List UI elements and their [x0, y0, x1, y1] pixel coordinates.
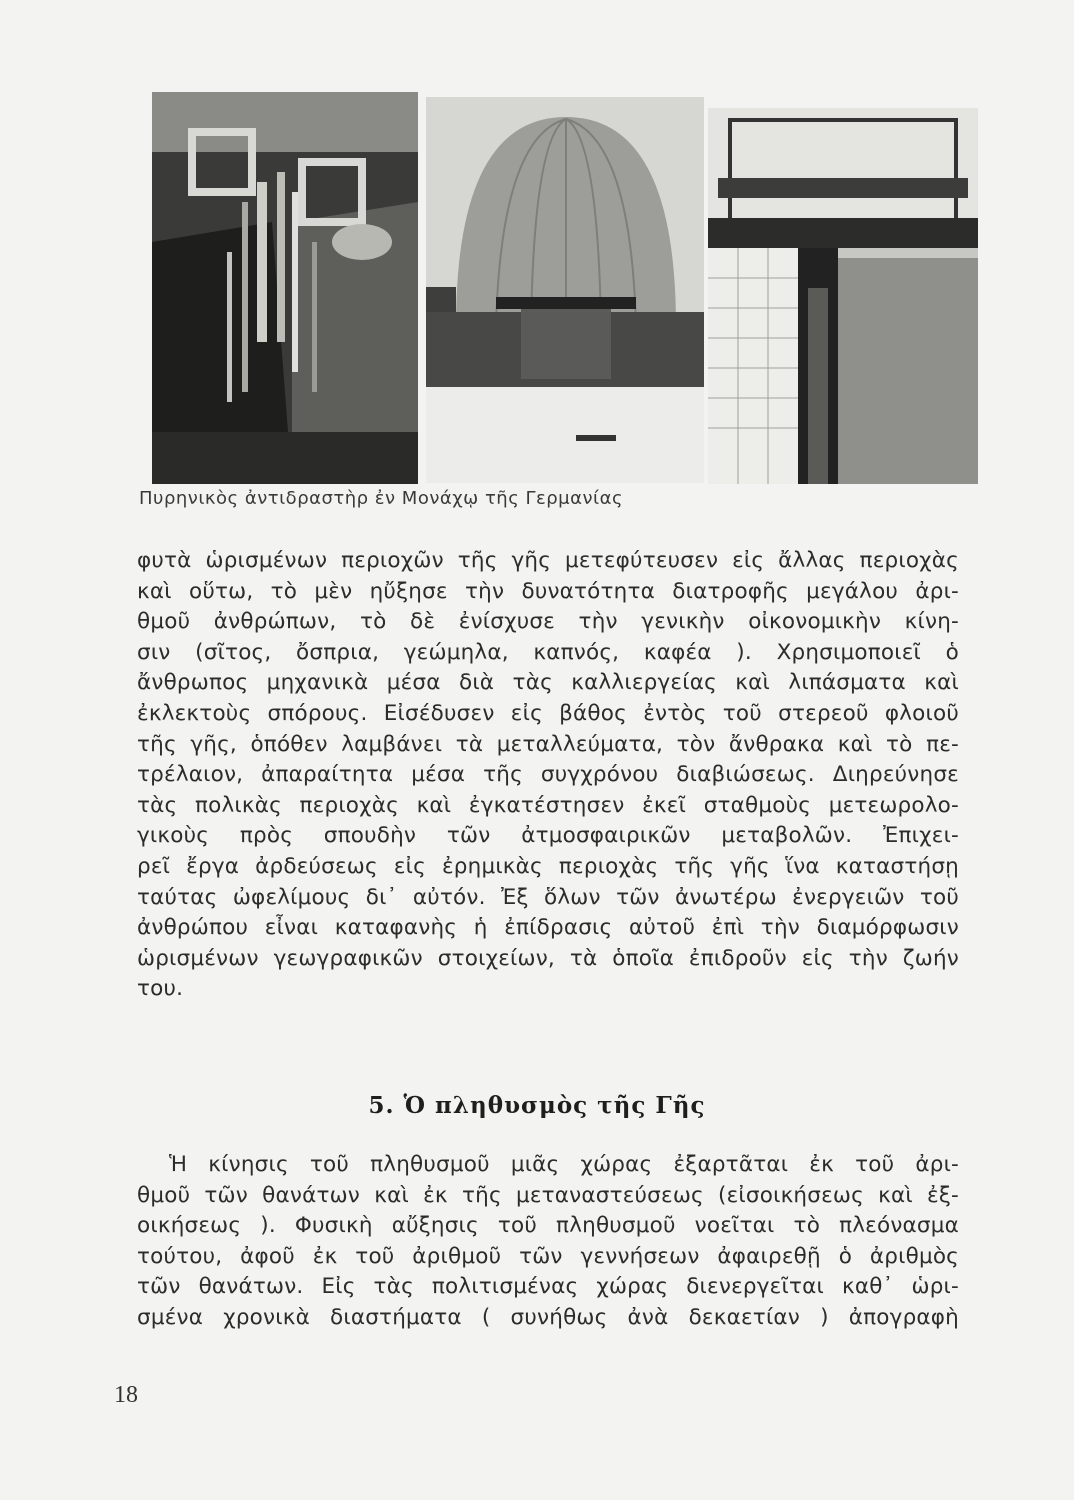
reactor-interior-photo	[152, 92, 418, 484]
text-line: σιν (σῖτος, ὄσπρια, γεώμηλα, καπνός, καφέα ). Χρησιμοποιεῖ ὁ	[137, 639, 959, 665]
reactor-dome-photo	[426, 97, 704, 483]
text-line: ταύτας ὠφελίμους δι᾽ αὐτόν. Ἐξ ὅλων τῶν ἀνωτέρω ἐνεργειῶν τοῦ	[137, 884, 959, 910]
text-line: καὶ οὕτω, τὸ μὲν ηὔξησε τὴν δυνατότητα διατροφῆς μεγάλου ἀρι-	[137, 578, 959, 604]
text-line: τρέλαιον, ἀπαραίτητα μέσα τῆς συγχρόνου διαβιώσεως. Διηρεύνησε	[137, 762, 959, 788]
paragraph-1	[137, 546, 959, 1005]
figure-caption: Πυρηνικὸς ἀντιδραστὴρ ἐν Μονάχῳ τῆς Γερμανίας	[139, 488, 624, 509]
text-line: ρεῖ ἔργα ἀρδεύσεως εἰς ἐρημικὰς περιοχὰς τῆς γῆς ἵνα καταστήσῃ	[137, 853, 959, 879]
text-line: τῶν θανάτων. Εἰς τὰς πολιτισμένας χώρας διενεργεῖται καθ᾽ ὡρι-	[137, 1274, 959, 1300]
text-line: ἀνθρώπου εἶναι καταφανὴς ἡ ἐπίδρασις αὐτοῦ ἐπὶ τὴν διαμόρφωσιν	[137, 915, 959, 941]
text-line: τὰς πολικὰς περιοχὰς καὶ ἐγκατέστησεν ἐκεῖ σταθμοὺς μετεωρολο-	[137, 792, 959, 818]
text-line: Ἡ κίνησις τοῦ πληθυσμοῦ μιᾶς χώρας ἐξαρτᾶται ἐκ τοῦ ἀρι-	[169, 1152, 959, 1177]
text-line: τῆς γῆς, ὁπόθεν λαμβάνει τὰ μεταλλεύματα, τὸν ἄνθρακα καὶ τὸ πε-	[137, 731, 959, 757]
text-line: γικοὺς πρὸς σπουδὴν τῶν ἀτμοσφαιρικῶν μεταβολῶν. Ἐπιχει-	[137, 823, 959, 849]
text-line: τούτου, ἀφοῦ ἐκ τοῦ ἀριθμοῦ τῶν γεννήσεων ἀφαιρεθῇ ὁ ἀριθμὸς	[137, 1243, 959, 1269]
text-line: σμένα χρονικὰ διαστήματα ( συνήθως ἀνὰ δεκαετίαν ) ἀπογραφὴ	[137, 1304, 959, 1330]
text-line: φυτὰ ὡρισμένων περιοχῶν τῆς γῆς μετεφύτευσεν εἰς ἄλλας περιοχὰς	[137, 548, 959, 573]
section-heading: 5. Ὁ πληθυσμὸς τῆς Γῆς	[368, 1092, 706, 1119]
reactor-pool-photo	[708, 108, 978, 484]
paragraph-2	[137, 1150, 959, 1334]
text-line: του.	[137, 976, 184, 1002]
text-line: θμοῦ τῶν θανάτων καὶ ἐκ τῆς μεταναστεύσεως (εἰσοικήσεως καὶ ἐξ-	[137, 1182, 959, 1208]
text-line: θμοῦ ἀνθρώπων, τὸ δὲ ἐνίσχυσε τὴν γενικὴν οἰκονομικὴν κίνη-	[137, 609, 959, 635]
text-line: ἄνθρωπος μηχανικὰ μέσα διὰ τὰς καλλιεργείας καὶ λιπάσματα καὶ	[137, 670, 959, 696]
text-line: ὡρισμένων γεωγραφικῶν στοιχείων, τὰ ὁποῖα ἐπιδροῦν εἰς τὴν ζωήν	[137, 945, 959, 971]
text-line: ἐκλεκτοὺς σπόρους. Εἰσέδυσεν εἰς βάθος ἐντὸς τοῦ στερεοῦ φλοιοῦ	[137, 700, 959, 726]
text-line: οικήσεως ). Φυσικὴ αὔξησις τοῦ πληθυσμοῦ νοεῖται τὸ πλεόνασμα	[137, 1213, 959, 1239]
page-number: 18	[114, 1382, 138, 1408]
